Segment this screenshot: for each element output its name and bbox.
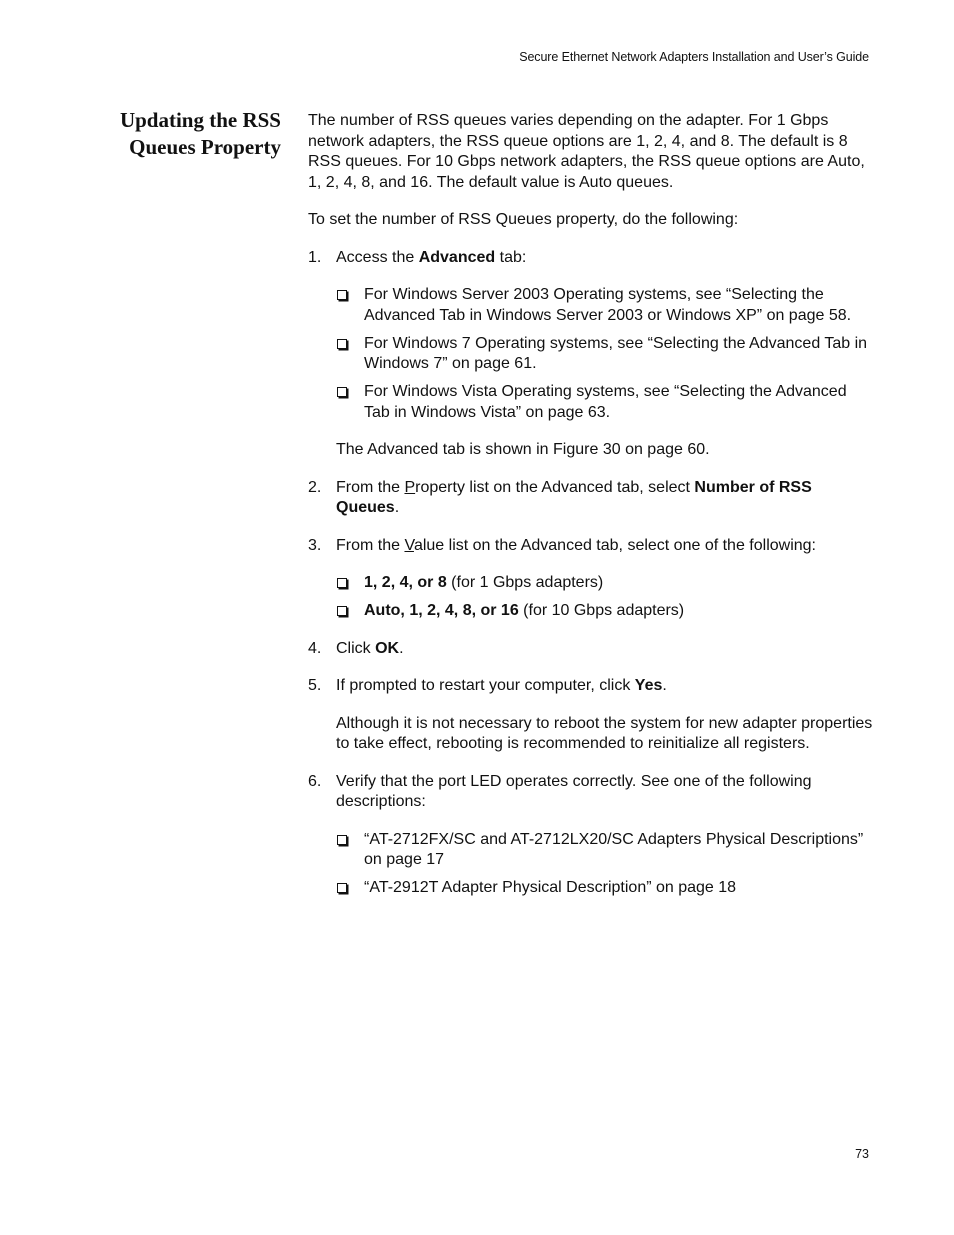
list-item: “AT-2912T Adapter Physical Description” on page 18 — [336, 878, 873, 899]
body-text — [308, 111, 873, 916]
page-number: 73 — [855, 1147, 869, 1161]
step-text: Access the Advanced tab: — [336, 248, 527, 266]
list-item: 1, 2, 4, or 8 (for 1 Gbps adapters) — [336, 573, 873, 594]
step-note: The Advanced tab is shown in Figure 30 on page 60. — [336, 441, 710, 458]
step-3 — [308, 536, 873, 622]
checkbox-bullet-icon — [336, 334, 364, 375]
lead-in-paragraph: To set the number of RSS Queues property, do the following: — [308, 211, 739, 228]
bullet-list — [336, 285, 873, 423]
section-title — [60, 107, 281, 161]
list-item: For Windows 7 Operating systems, see “Selecting the Advanced Tab in Windows 7” on page 61. — [336, 334, 873, 375]
step-number: 4. — [308, 639, 322, 657]
checkbox-bullet-icon — [336, 601, 364, 622]
checkbox-bullet-icon — [336, 285, 364, 326]
step-6 — [308, 772, 873, 899]
bullet-list — [336, 573, 873, 622]
step-text: If prompted to restart your computer, click Yes. — [336, 677, 667, 694]
step-1 — [308, 248, 873, 461]
list-item: Auto, 1, 2, 4, 8, or 16 (for 10 Gbps adapters) — [336, 601, 873, 622]
list-item: For Windows Server 2003 Operating systems, see “Selecting the Advanced Tab in Windows Server 2003 or Windows XP” on page 58. — [336, 285, 873, 326]
list-item: “AT-2712FX/SC and AT-2712LX20/SC Adapters Physical Descriptions” on page 17 — [336, 830, 873, 871]
section-title-line-2: Queues Property — [129, 135, 281, 159]
step-5 — [308, 676, 873, 755]
checkbox-bullet-icon — [336, 830, 364, 871]
checkbox-bullet-icon — [336, 382, 364, 423]
bullet-list — [336, 830, 873, 899]
checkbox-bullet-icon — [336, 878, 364, 899]
step-number: 6. — [308, 772, 322, 790]
running-header: Secure Ethernet Network Adapters Installation and User’s Guide — [519, 50, 869, 64]
intro-paragraph: The number of RSS queues varies depending on the adapter. For 1 Gbps network adapters, the RSS queue options are 1, 2, 4, and 8. The default is 8 RSS queues. For 10 Gbps network adapters, the RSS queue options are Auto, 1, 2, 4, 8, and 16. The default value is Auto queues. — [308, 112, 865, 191]
step-note: Although it is not necessary to reboot the system for new adapter properties to take effect, rebooting is recommended to reinitialize all registers. — [336, 714, 873, 752]
step-4 — [308, 639, 873, 660]
step-text: Verify that the port LED operates correctly. See one of the following descriptions: — [336, 772, 812, 810]
step-number: 2. — [308, 478, 322, 496]
step-2 — [308, 478, 873, 519]
step-text: From the Property list on the Advanced tab, select Number of RSS Queues. — [336, 478, 812, 516]
step-text: From the Value list on the Advanced tab, select one of the following: — [336, 536, 816, 554]
checkbox-bullet-icon — [336, 573, 364, 594]
list-item: For Windows Vista Operating systems, see “Selecting the Advanced Tab in Windows Vista” on page 63. — [336, 382, 873, 423]
step-number: 5. — [308, 677, 322, 694]
step-number: 3. — [308, 536, 322, 554]
step-number: 1. — [308, 248, 322, 266]
step-text: Click OK. — [336, 639, 404, 657]
section-title-line-1: Updating the RSS — [119, 108, 281, 132]
